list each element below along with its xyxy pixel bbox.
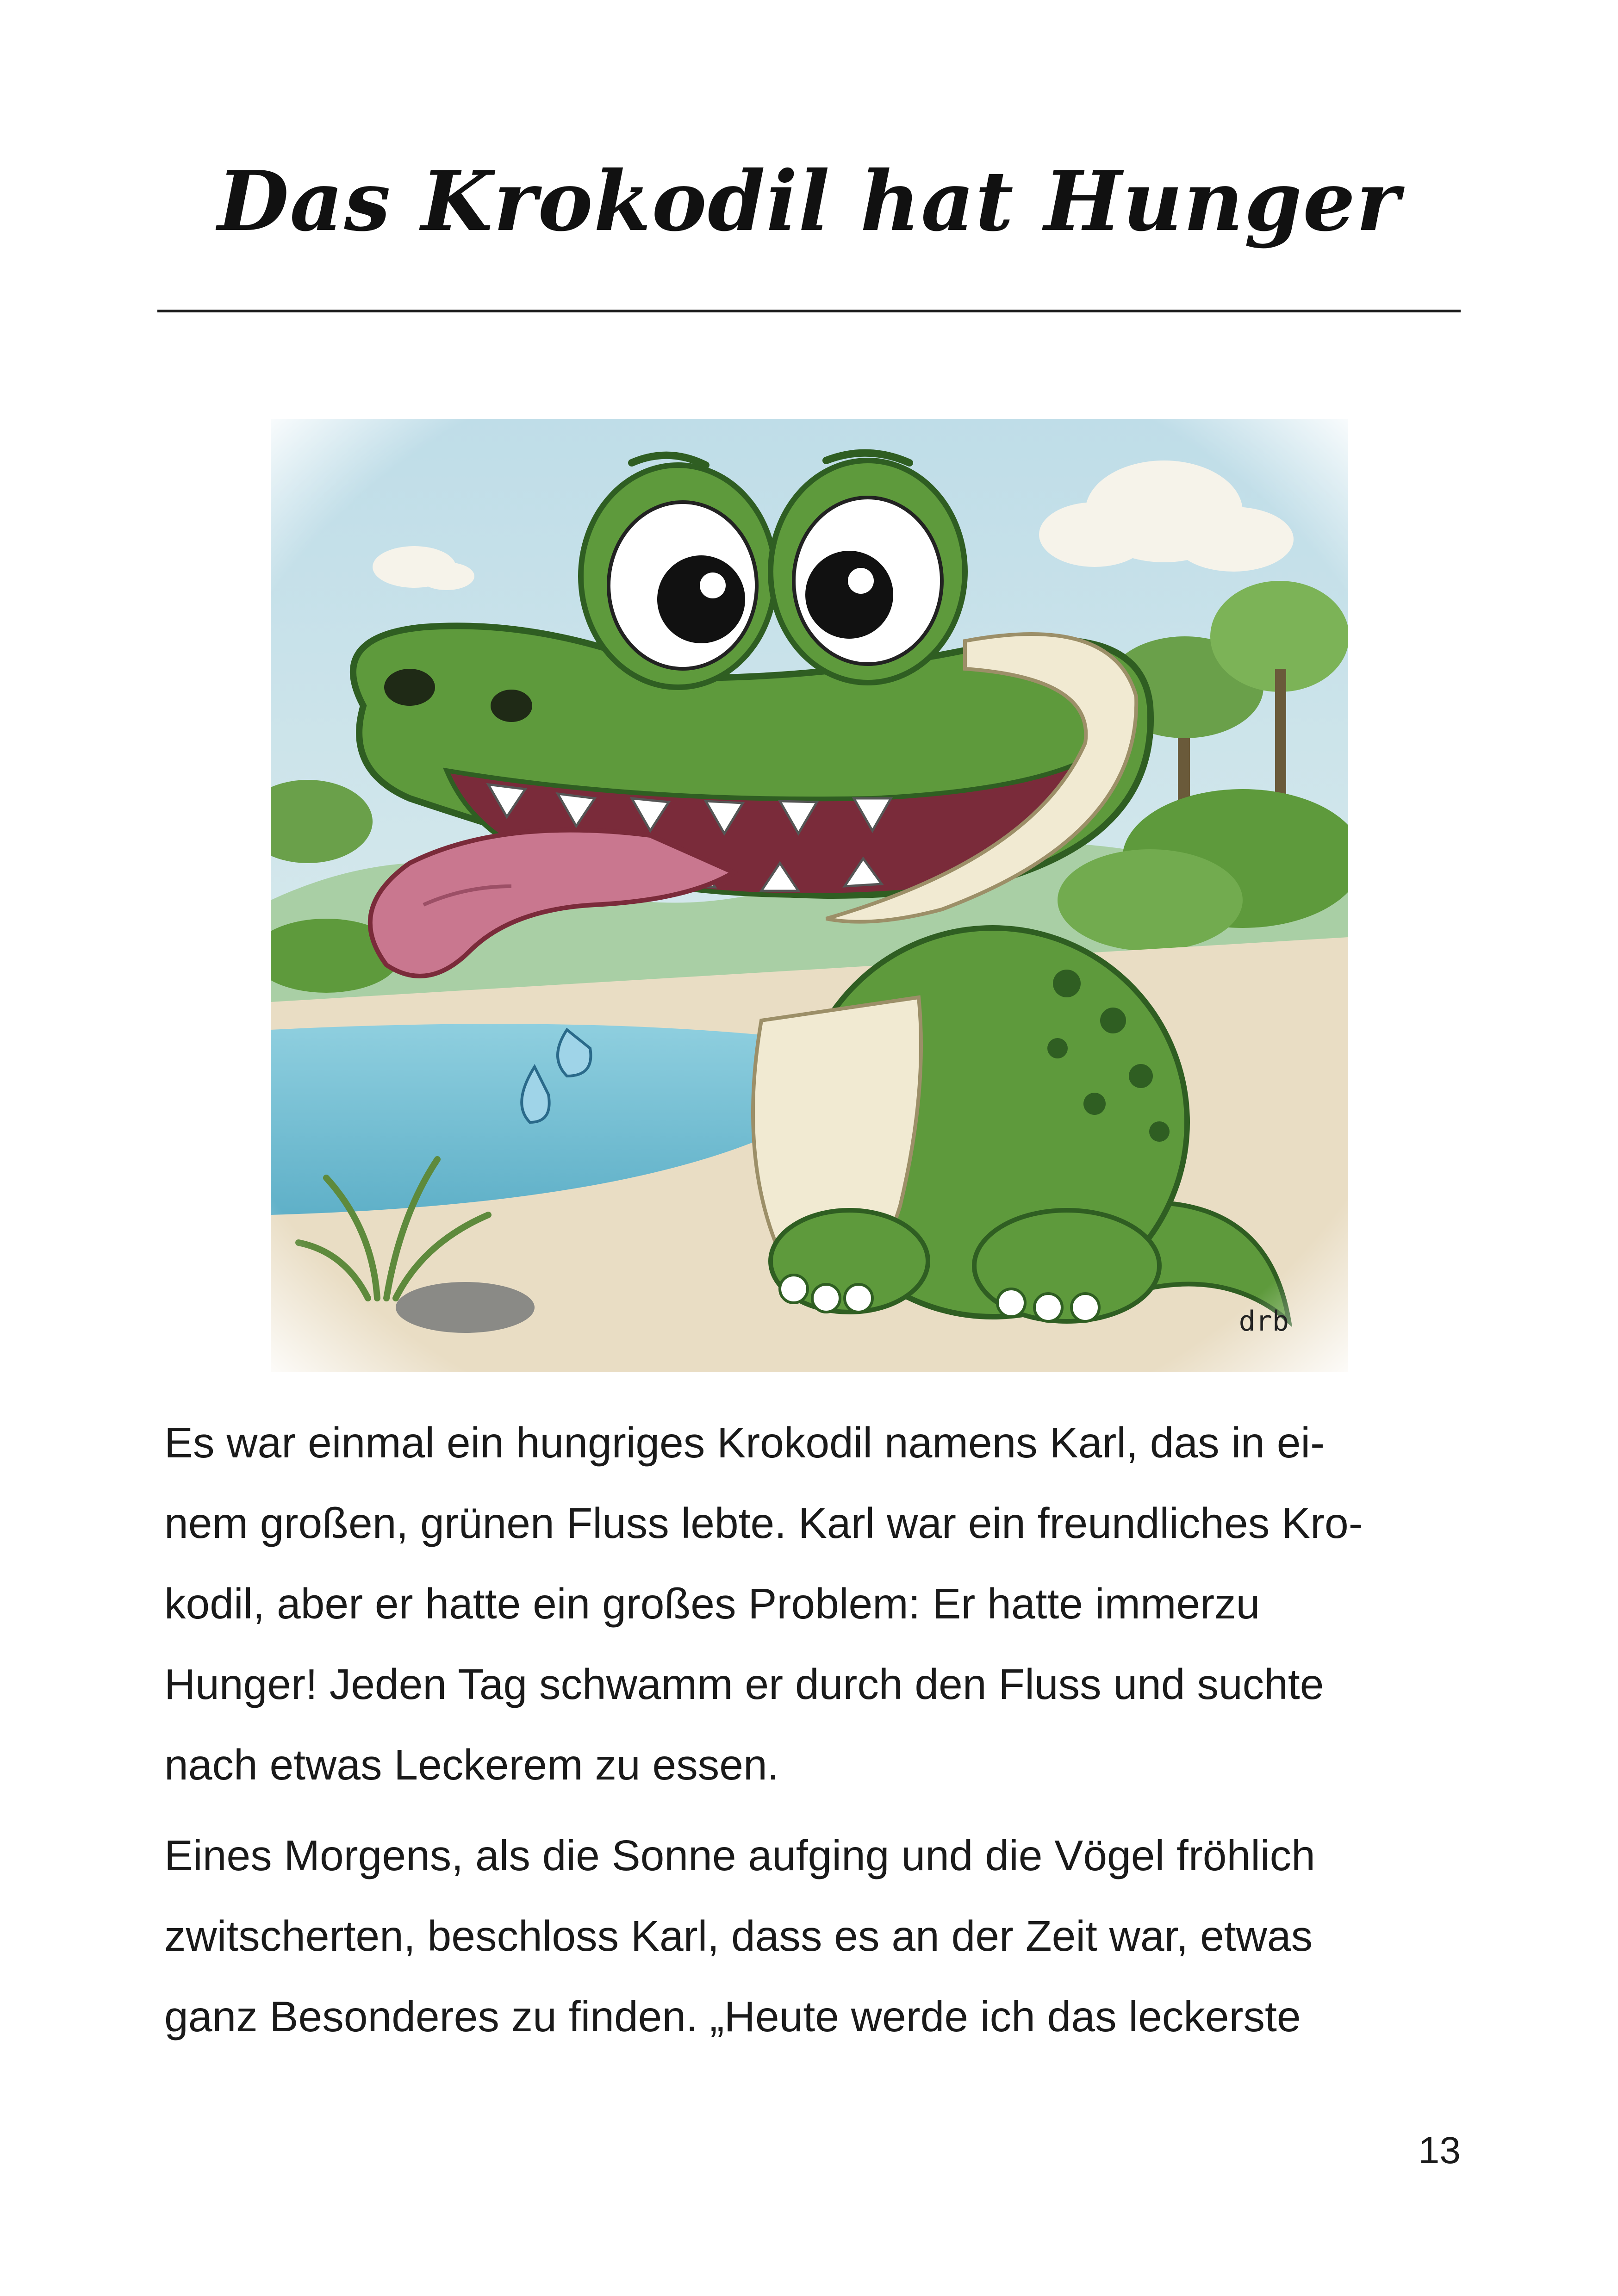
artist-signature: drb <box>1238 1305 1289 1338</box>
paragraph-2 <box>164 1815 1460 2057</box>
paragraph-1 <box>164 1402 1460 1805</box>
text-line: nach etwas Leckerem zu essen. <box>164 1741 779 1789</box>
page-number: 13 <box>1418 2129 1461 2172</box>
text-line: Eines Morgens, als die Sonne aufging und die Vögel fröhlich <box>164 1831 1315 1879</box>
story-text <box>164 1402 1460 2067</box>
page-title: Das Krokodil hat Hunger <box>217 153 1401 249</box>
title-divider <box>157 310 1461 312</box>
text-line: kodil, aber er hatte ein großes Problem: Er hatte immerzu <box>164 1580 1260 1628</box>
text-line: Es war einmal ein hungriges Krokodil namens Karl, das in ei- <box>164 1419 1325 1467</box>
text-line: Hunger! Jeden Tag schwamm er durch den Fluss und suchte <box>164 1660 1324 1708</box>
text-line: nem großen, grünen Fluss lebte. Karl war ein freundliches Kro- <box>164 1499 1363 1547</box>
text-line: ganz Besonderes zu finden. „Heute werde ich das leckerste <box>164 1992 1301 2041</box>
crocodile-illustration <box>271 419 1348 1372</box>
text-line: zwitscherten, beschloss Karl, dass es an der Zeit war, etwas <box>164 1912 1313 1960</box>
